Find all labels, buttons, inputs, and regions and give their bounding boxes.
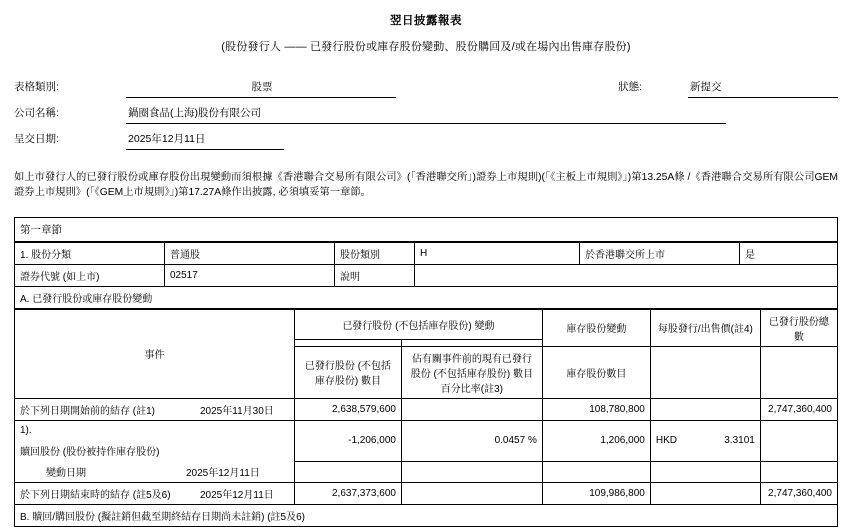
header-issued-spacer1 [295, 339, 402, 346]
header-issued-num: 已發行股份 (不包括庫存股份) 數目 [295, 346, 402, 398]
header-issued-group: 已發行股份 (不包括庫存股份) 變動 [295, 309, 543, 339]
row4-treasury-num: 109,986,800 [542, 483, 650, 505]
field-row-submit-date [14, 124, 838, 150]
table-row [15, 217, 838, 241]
table-row [15, 505, 838, 527]
table-row [15, 287, 838, 309]
header-event: 事件 [15, 309, 295, 398]
row3-event-label: 變動日期 [46, 468, 86, 480]
row2-pct-unit: % [527, 435, 537, 447]
header-treasury-num: 庫存股份數目 [542, 346, 650, 398]
listed-value: 是 [740, 242, 838, 264]
sectionB-bar-table [14, 505, 838, 527]
header-fields [14, 72, 838, 150]
company-label: 公司名稱: [14, 107, 59, 119]
row1-event-label: 於下列日期開始前的結存 (註1) [20, 405, 155, 417]
row1-treasury-num: 108,780,800 [542, 398, 650, 420]
table-row [15, 483, 838, 505]
row1-event-date: 2025年11月30日 [200, 405, 274, 417]
share-type-value: H [415, 242, 580, 264]
listed-label: 於香港聯交所上市 [580, 242, 740, 264]
row4-pct [401, 483, 542, 505]
sectionA-table [14, 309, 838, 506]
row1-price [650, 398, 760, 420]
share-type-label: 股份類別 [335, 242, 415, 264]
form-type-label: 表格類別: [14, 81, 59, 93]
row3-pct [401, 461, 542, 483]
row4-event-label: 於下列日期結束時的結存 (註5及6) [20, 490, 171, 502]
sectionB-bar: B. 贖回/購回股份 (擬註銷但截至期終結存日期尚未註銷) (註5及6) [15, 505, 838, 527]
row3-treasury-num [542, 461, 650, 483]
row2-issued-num: -1,206,000 [295, 420, 402, 461]
table-row [15, 242, 838, 264]
submit-date-label: 呈交日期: [14, 133, 59, 145]
section1-bar-table [14, 217, 838, 242]
table-row [15, 264, 838, 286]
description-value [415, 264, 838, 286]
table-row [15, 309, 838, 339]
header-price: 每股發行/出售價(註4) [650, 309, 760, 346]
company-value: 鍋圈食品(上海)股份有限公司 [126, 105, 726, 124]
row1-issued-num: 2,638,579,600 [295, 398, 402, 420]
status-label: 狀態: [618, 81, 642, 93]
form-type-value: 股票 [126, 79, 396, 98]
row2-event-sub: 贖回股份 (股份被持作庫存股份) [15, 440, 295, 461]
row2-pct-value: 0.0457 [494, 435, 526, 447]
description-label: 說明 [335, 264, 415, 286]
submit-date-value: 2025年12月11日 [126, 131, 284, 150]
header-pct-prev: 佔有關事件前的現有已發行股份 (不包括庫存股份) 數目百分比率(註3) [401, 346, 542, 398]
row1-total-issued: 2,747,360,400 [760, 398, 837, 420]
field-row-company [14, 98, 838, 124]
stock-code-value: 02517 [165, 264, 335, 286]
row3-total-issued [760, 461, 837, 483]
row3-price [650, 461, 760, 483]
row3-issued-num [295, 461, 402, 483]
disclosure-note: 如上市發行人的已發行股份或庫存股份出現變動而須根據《香港聯合交易所有限公司》(「香港聯交所」)證券上市規則)(「《主板上市規則》」)第13.25A條 /《香港聯合交易所有限公司GEM證券上市規則》(「《GEM上市規則》」)第17.27A條作出披露, 必須填妥第一章節。 [14, 172, 838, 199]
row4-event-date: 2025年12月11日 [200, 490, 274, 502]
header-treasury-group: 庫存股份變動 [542, 309, 650, 346]
sectionA-bar-table [14, 287, 838, 309]
row4-issued-num: 2,637,373,600 [295, 483, 402, 505]
table-row [15, 398, 838, 420]
page-title: 翌日披露報表 [390, 15, 462, 27]
header-total-issued-sub [760, 346, 837, 398]
row2-event-index: 1). [15, 420, 295, 440]
row4-price [650, 483, 760, 505]
share-class-value: 普通股 [165, 242, 335, 264]
header-issued-spacer2 [401, 339, 542, 346]
row1-event [15, 398, 295, 420]
section1-bar: 第一章節 [15, 217, 838, 241]
row2-treasury-num: 1,206,000 [542, 420, 650, 461]
row2-currency: HKD [655, 435, 677, 447]
table-row [15, 461, 838, 483]
section1-table [14, 242, 838, 287]
title-block [14, 0, 838, 54]
page-subtitle: (股份發行人 —— 已發行股份或庫存股份變動、股份購回及/或在場內出售庫存股份) [221, 41, 631, 53]
row3-event-date: 2025年12月11日 [186, 468, 260, 480]
row2-price [650, 420, 760, 461]
row1-pct [401, 398, 542, 420]
status-badge: 新提交 [688, 79, 838, 98]
row4-total-issued: 2,747,360,400 [760, 483, 837, 505]
sectionA-bar: A. 已發行股份或庫存股份變動 [15, 287, 838, 309]
row2-total-issued [760, 420, 837, 461]
header-total-issued: 已發行股份總數 [760, 309, 837, 346]
table-row [15, 420, 838, 440]
row2-price-value: 3.3101 [724, 435, 755, 447]
row3-event [15, 461, 295, 483]
row4-event [15, 483, 295, 505]
status-field [618, 72, 838, 98]
stock-code-label: 證券代號 (如上市) [15, 264, 165, 286]
header-price-sub [650, 346, 760, 398]
share-class-label: 1. 股份分類 [15, 242, 165, 264]
row2-pct [401, 420, 542, 461]
